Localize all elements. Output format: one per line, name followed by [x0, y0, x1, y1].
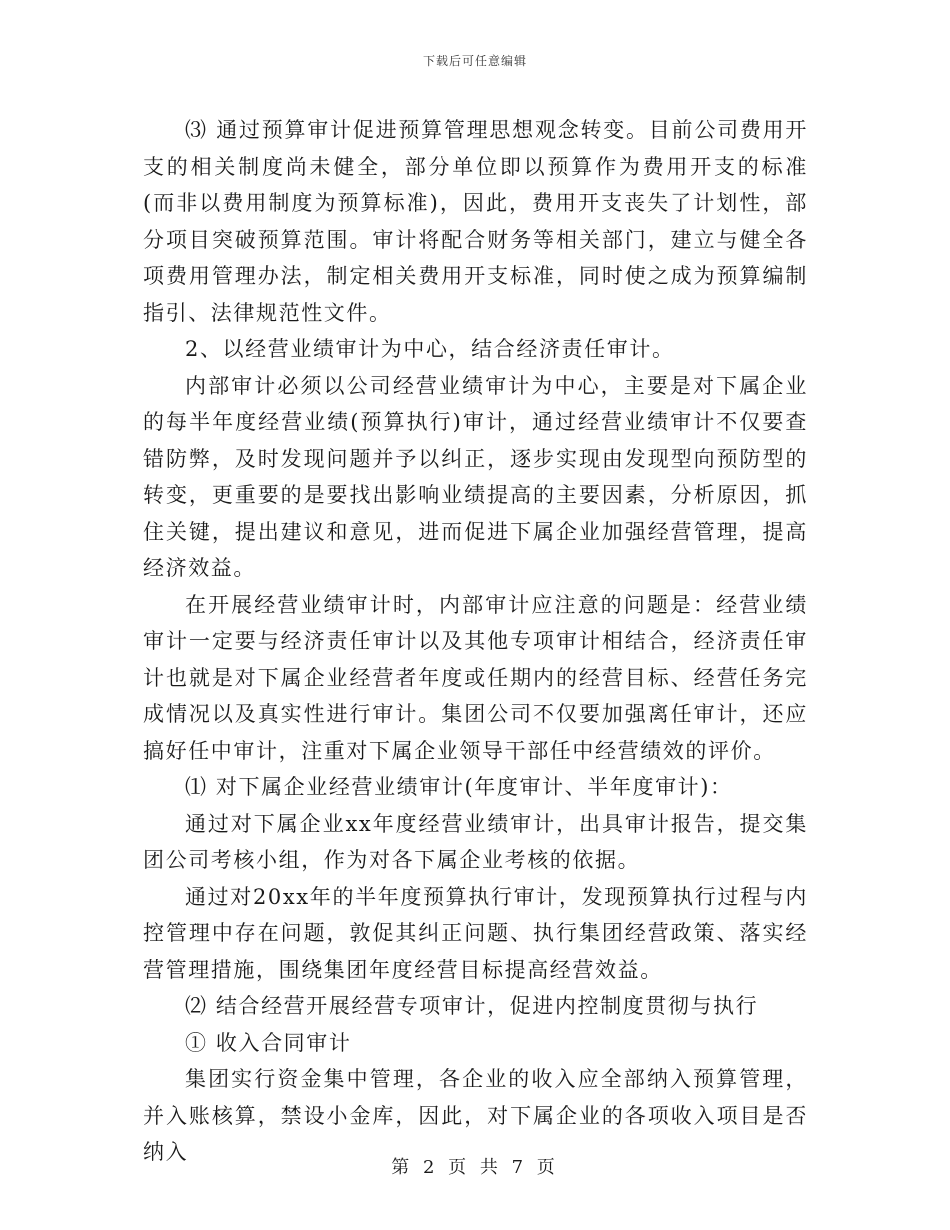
paragraph-audit-issues: 在开展经营业绩审计时，内部审计应注意的问题是：经营业绩审计一定要与经济责任审计以及其他专项审计相结合，经济责任审计也就是对下属企业经营者年度或任期内的经营目标、经营任务完成情况以及真实性进行审计。集团公司不仅要加强离任审计，还应搞好任中审计，注重对下属企业领导干部任中经营绩效的评价。 [143, 592, 808, 763]
paragraph-internal-audit: 内部审计必须以公司经营业绩审计为中心，主要是对下属企业的每半年度经营业绩(预算执行)审计，通过经营业绩审计不仅要查错防弊，及时发现问题并予以纠正，逐步实现由发现型向预防型的转变，更重要的是要找出影响业绩提高的主要因素，分析原因，抓住关键，提出建议和意见，进而促进下属企业加强经营管理，提高经济效益。 [143, 373, 808, 580]
subheading-special-audit: ⑵ 结合经营开展经营专项审计，促进内控制度贯彻与执行 [185, 994, 759, 1018]
subheading-income-contract-audit: ① 收入合同审计 [185, 1030, 352, 1055]
page-header: 下载后可任意编辑 [422, 54, 527, 68]
page-footer: 第 2 页 共 7 页 [391, 1157, 559, 1178]
paragraph-budget-audit: ⑶ 通过预算审计促进预算管理思想观念转变。目前公司费用开支的相关制度尚未健全，部分单位即以预算作为费用开支的标准(而非以费用制度为预算标准)，因此，费用开支丧失了计划性，部分项目突破预算范围。审计将配合财务等相关部门，建立与健全各项费用管理办法，制定相关费用开支标准，同时使之成为预算编制指引、法律规范性文件。 [143, 118, 808, 325]
subheading-subsidiary-audit: ⑴ 对下属企业经营业绩审计(年度审计、半年度审计)： [185, 775, 733, 799]
document-body [143, 112, 808, 1171]
paragraph-half-year-audit: 通过对20xx年的半年度预算执行审计，发现预算执行过程与内控管理中存在问题，敦促其纠正问题、执行集团经营政策、落实经营管理措施，围绕集团年度经营目标提高经营效益。 [143, 884, 808, 982]
paragraph-annual-audit: 通过对下属企业xx年度经营业绩审计，出具审计报告，提交集团公司考核小组，作为对各下属企业考核的依据。 [143, 811, 808, 872]
paragraph-fund-management: 集团实行资金集中管理，各企业的收入应全部纳入预算管理，并入账核算，禁设小金库，因此，对下属企业的各项收入项目是否纳入 [143, 1067, 808, 1164]
section-heading-performance-audit: 2、以经营业绩审计为中心，结合经济责任审计。 [185, 337, 675, 361]
